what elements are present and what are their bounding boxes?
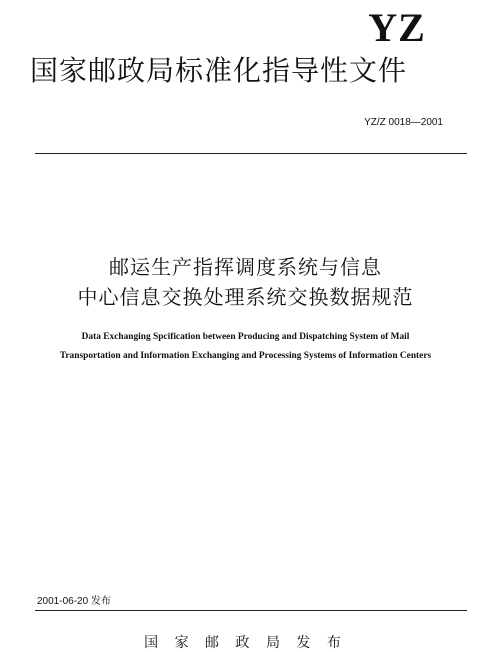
footer-divider — [35, 610, 467, 611]
standard-mark: YZ — [368, 5, 426, 50]
english-title-line-1: Data Exchanging Spcification between Producing and Dispatching System of Mail — [81, 332, 410, 342]
issuer-title: 国家邮政局标准化指导性文件 — [30, 54, 408, 87]
publisher-name: 国 家 邮 政 局 发 布 — [144, 635, 347, 651]
english-title-line-2: Transportation and Information Exchanging and Processing Systems of Information Centers — [59, 351, 432, 361]
header-divider — [35, 153, 467, 154]
chinese-title-line-2: 中心信息交换处理系统交换数据规范 — [77, 285, 414, 309]
publish-date: 2001-06-20 发布 — [37, 596, 111, 607]
chinese-title-line-1: 邮运生产指挥调度系统与信息 — [109, 255, 382, 279]
standard-code: YZ/Z 0018—2001 — [364, 117, 443, 128]
